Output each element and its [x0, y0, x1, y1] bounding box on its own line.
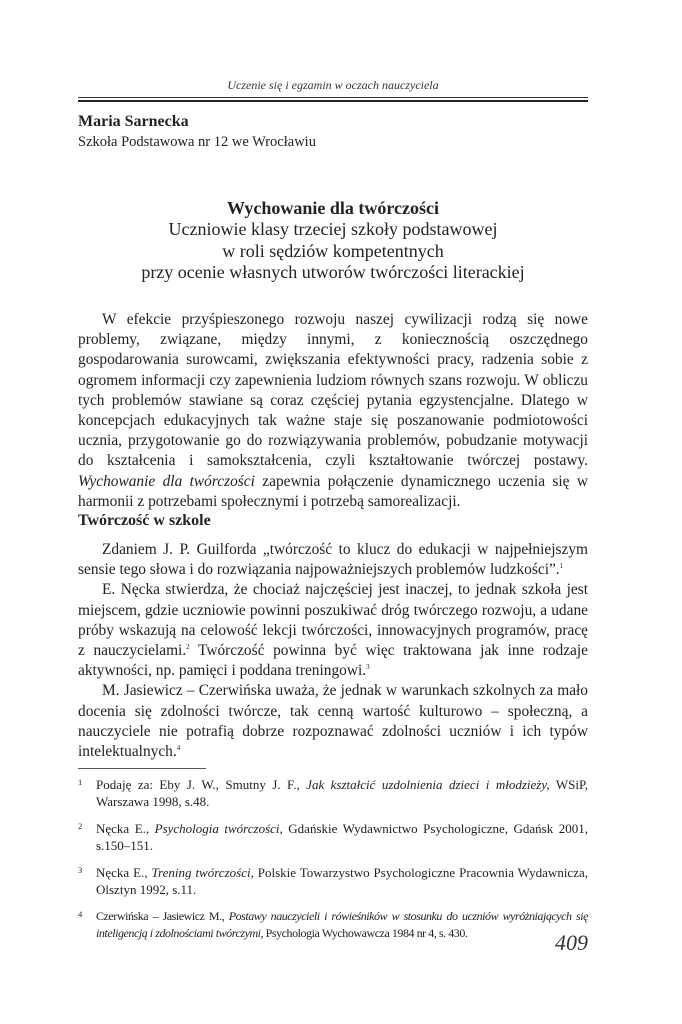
footnote [78, 776, 588, 810]
footnote-text: Czerwińska – Jasiewicz M., [96, 909, 229, 923]
intro-section [78, 310, 588, 512]
footnote-text-end: Polskie Towarzystwo Psychologiczne Pracownia Wydawnicza, Olsztyn 1992, s.11. [96, 865, 588, 897]
footnote-ref[interactable]: 4 [176, 743, 181, 752]
footnote-ref[interactable]: 3 [366, 663, 370, 672]
page-number: 409 [555, 930, 588, 955]
article-subtitle-line: w roli sędziów kompetentnych [222, 240, 444, 261]
author-affiliation: Szkoła Podstawowa nr 12 we Wrocławiu [78, 134, 316, 150]
footnotes [78, 776, 588, 952]
article-title: Wychowanie dla twórczości [227, 198, 439, 218]
header-rule-thin [78, 97, 588, 98]
intro-italic-phrase: Wychowanie dla twórczości [78, 472, 255, 490]
footnote-number: 4 [78, 909, 82, 919]
footnote-number: 3 [78, 865, 83, 875]
header-rule-thick [78, 100, 588, 102]
footnote-title: Psychologia twórczości, [154, 821, 283, 836]
footnote-title: Postawy nauczycieli i rówieśników w stosunku do uczniów wyróżniających się inteligencją i zdolnościami twórczymi, [96, 909, 589, 940]
footnote-text: Nęcka E., [96, 865, 152, 880]
footnote-ref[interactable]: 2 [186, 642, 190, 651]
footnote-text: Podaję za: Eby J. W., Smutny J. F., [96, 777, 307, 792]
footnote-title: Trening twórczości, [151, 865, 254, 880]
article-subtitle-line: przy ocenie własnych utworów twórczości literackiej [141, 262, 525, 282]
footnote-text-end: Gdańskie Wydawnictwo Psychologiczne, Gdańsk 2001, s.150–151. [96, 821, 588, 853]
intro-text-end: zapewnia połączenie dynamicznego uczenia się w harmonii z potrzebami społecznymi i potrzebą samorealizacji. [78, 472, 588, 510]
paragraph-text-cont: Twórczość powinna być więc traktowana jak inne rodzaje aktywności, np. pamięci i poddana treningowi. [78, 642, 588, 680]
footnote-text-end: WSiP, Warszawa 1998, s.48. [96, 777, 588, 809]
footnote-ref[interactable]: 1 [559, 562, 564, 571]
footnote-number: 1 [78, 777, 83, 787]
title-block [78, 197, 588, 284]
body-paragraph [78, 540, 588, 580]
section-heading: Twórczość w szkole [78, 512, 211, 529]
footnote-title: Jak kształcić uzdolnienia dzieci i młodzieży, [306, 777, 550, 792]
footnote [78, 864, 588, 898]
footnote-separator [78, 768, 206, 769]
section-body [78, 540, 588, 762]
running-head: Uczenie się i egzamin w oczach nauczyciela [227, 78, 439, 92]
paragraph-text: E. Nęcka stwierdza, że chociaż najczęściej jest inaczej, to jednak szkoła jest miejscem, gdzie uczniowie powinni poszukiwać dróg twórczego rozwoju, a udane próby wskazują na celowość lekcji twórczości, innowacyjnych programów, pracę z nauczycielami. [78, 581, 588, 660]
footnote-text: Nęcka E., [96, 821, 155, 836]
body-paragraph [78, 681, 588, 762]
footnote-text-end: Psychologia Wychowawcza 1984 nr 4, s. 430. [263, 926, 468, 940]
author-name: Maria Sarnecka [78, 113, 189, 130]
intro-paragraph [78, 310, 588, 512]
article-subtitle-line: Uczniowie klasy trzeciej szkoły podstawowej [168, 219, 498, 239]
paragraph-text: Zdaniem J. P. Guilforda „twórczość to klucz do edukacji w najpełniejszym sensie tego słowa i do rozwiązania najpoważniejszych problemów ludzkości”. [78, 541, 588, 579]
footnote [78, 908, 588, 942]
paragraph-text: M. Jasiewicz – Czerwińska uważa, że jednak w warunkach szkolnych za mało docenia się zdolności twórcze, tak cenną wartość kulturowo – społeczną, a nauczyciele nie potrafią dobrze rozpoznawać zdolności uczniów i ich typów intelektualnych. [78, 682, 588, 761]
intro-text: W efekcie przyśpieszonego rozwoju naszej cywilizacji rodzą się nowe problemy, związane, między innymi, z koniecznością oszczędnego gospodarowania surowcami, zwiększania efektywności pracy, radzenia sobie z ogromem informacji czy zapewnienia ludziom równych szans rozwoju. W obliczu tych problemów stawiane są coraz częściej pytania egzystencjalne. Dlatego w koncepcjach edukacyjnych tak ważne staje się poszanowanie podmiotowości ucznia, przygotowanie go do rozwiązywania problemów, pobudzanie motywacji do kształcenia i samokształcenia, czyli kształtowanie twórczej postawy. [78, 311, 588, 470]
footnote-number: 2 [78, 821, 83, 831]
footnote [78, 820, 588, 854]
body-paragraph [78, 580, 588, 681]
